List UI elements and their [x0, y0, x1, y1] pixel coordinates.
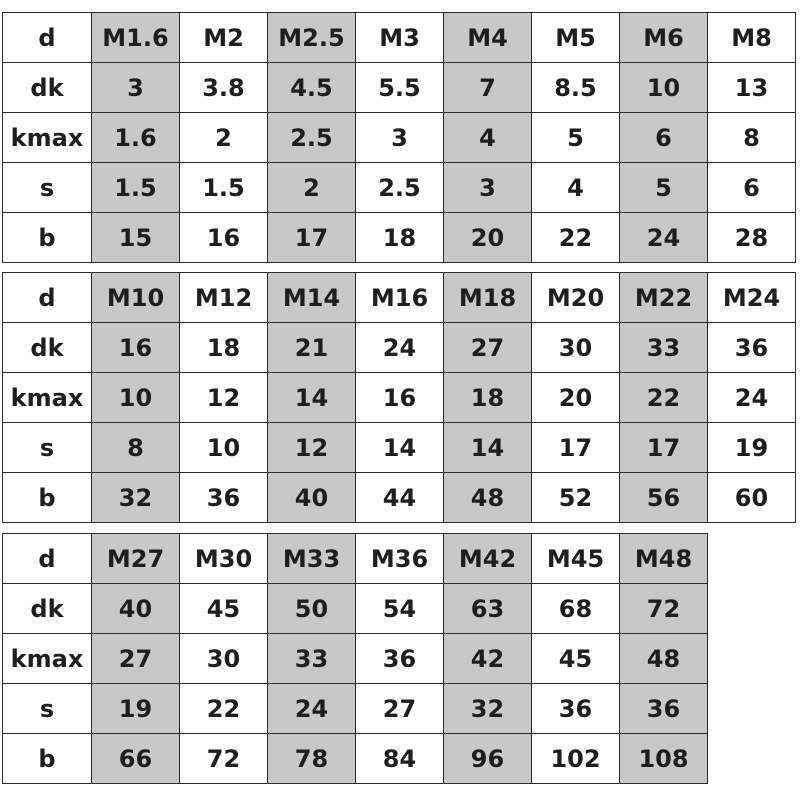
value-cell: 4.5 — [268, 63, 356, 113]
value-cell: 72 — [180, 734, 268, 784]
size-header-cell: M18 — [444, 273, 532, 323]
value-cell: 10 — [620, 63, 708, 113]
value-cell: 5 — [532, 113, 620, 163]
value-cell: 5.5 — [356, 63, 444, 113]
value-cell: 3 — [444, 163, 532, 213]
value-cell: 22 — [620, 373, 708, 423]
value-cell: 66 — [92, 734, 180, 784]
row-label-kmax: kmax — [3, 113, 92, 163]
size-header-cell: M5 — [532, 13, 620, 63]
size-header-cell: M8 — [708, 13, 796, 63]
value-cell: 6 — [620, 113, 708, 163]
size-header-cell: M24 — [708, 273, 796, 323]
value-cell: 12 — [180, 373, 268, 423]
size-header-cell: M14 — [268, 273, 356, 323]
value-cell: 2 — [180, 113, 268, 163]
value-cell: 16 — [180, 213, 268, 263]
value-cell: 12 — [268, 423, 356, 473]
row-label-s: s — [3, 684, 92, 734]
size-header-cell: M4 — [444, 13, 532, 63]
value-cell: 1.5 — [92, 163, 180, 213]
value-cell: 72 — [620, 584, 708, 634]
value-cell: 24 — [708, 373, 796, 423]
row-label-s: s — [3, 423, 92, 473]
value-cell: 5 — [620, 163, 708, 213]
value-cell: 45 — [180, 584, 268, 634]
value-cell: 1.6 — [92, 113, 180, 163]
value-cell: 14 — [356, 423, 444, 473]
row-label-kmax: kmax — [3, 634, 92, 684]
size-header-cell: M27 — [92, 534, 180, 584]
value-cell: 16 — [356, 373, 444, 423]
value-cell: 102 — [532, 734, 620, 784]
value-cell: 24 — [620, 213, 708, 263]
table-row-kmax — [3, 113, 796, 163]
value-cell: 14 — [268, 373, 356, 423]
value-cell: 68 — [532, 584, 620, 634]
value-cell: 4 — [532, 163, 620, 213]
table-row-dk — [3, 63, 796, 113]
table-row-b — [3, 213, 796, 263]
table-row-kmax — [3, 634, 708, 684]
value-cell: 10 — [180, 423, 268, 473]
value-cell: 30 — [532, 323, 620, 373]
value-cell: 8 — [708, 113, 796, 163]
value-cell: 27 — [92, 634, 180, 684]
value-cell: 48 — [444, 473, 532, 523]
size-header-cell: M12 — [180, 273, 268, 323]
value-cell: 32 — [92, 473, 180, 523]
value-cell: 18 — [180, 323, 268, 373]
value-cell: 8.5 — [532, 63, 620, 113]
value-cell: 52 — [532, 473, 620, 523]
row-label-b: b — [3, 213, 92, 263]
value-cell: 36 — [708, 323, 796, 373]
value-cell: 22 — [180, 684, 268, 734]
value-cell: 17 — [620, 423, 708, 473]
value-cell: 32 — [444, 684, 532, 734]
size-header-cell: M2.5 — [268, 13, 356, 63]
table-row-s — [3, 163, 796, 213]
value-cell: 50 — [268, 584, 356, 634]
size-header-cell: M42 — [444, 534, 532, 584]
row-label-b: b — [3, 734, 92, 784]
table-row-d — [3, 13, 796, 63]
value-cell: 7 — [444, 63, 532, 113]
value-cell: 54 — [356, 584, 444, 634]
table-row-d — [3, 534, 708, 584]
value-cell: 40 — [268, 473, 356, 523]
value-cell: 48 — [620, 634, 708, 684]
value-cell: 4 — [444, 113, 532, 163]
value-cell: 17 — [268, 213, 356, 263]
value-cell: 17 — [532, 423, 620, 473]
value-cell: 1.5 — [180, 163, 268, 213]
value-cell: 19 — [708, 423, 796, 473]
value-cell: 63 — [444, 584, 532, 634]
row-label-b: b — [3, 473, 92, 523]
size-header-cell: M1.6 — [92, 13, 180, 63]
size-header-cell: M36 — [356, 534, 444, 584]
size-header-cell: M3 — [356, 13, 444, 63]
size-header-cell: M2 — [180, 13, 268, 63]
row-label-kmax: kmax — [3, 373, 92, 423]
value-cell: 108 — [620, 734, 708, 784]
value-cell: 20 — [532, 373, 620, 423]
value-cell: 20 — [444, 213, 532, 263]
value-cell: 45 — [532, 634, 620, 684]
value-cell: 30 — [180, 634, 268, 684]
size-header-cell: M6 — [620, 13, 708, 63]
table-row-b — [3, 734, 708, 784]
row-label-d: d — [3, 534, 92, 584]
table-row-kmax — [3, 373, 796, 423]
value-cell: 56 — [620, 473, 708, 523]
table-row-dk — [3, 323, 796, 373]
size-header-cell: M30 — [180, 534, 268, 584]
value-cell: 27 — [356, 684, 444, 734]
value-cell: 10 — [92, 373, 180, 423]
spec-table-1 — [2, 12, 796, 263]
size-header-cell: M45 — [532, 534, 620, 584]
spec-table-3 — [2, 533, 708, 784]
value-cell: 36 — [532, 684, 620, 734]
value-cell: 15 — [92, 213, 180, 263]
value-cell: 8 — [92, 423, 180, 473]
size-header-cell: M48 — [620, 534, 708, 584]
size-header-cell: M10 — [92, 273, 180, 323]
value-cell: 78 — [268, 734, 356, 784]
value-cell: 6 — [708, 163, 796, 213]
value-cell: 2.5 — [268, 113, 356, 163]
row-label-dk: dk — [3, 323, 92, 373]
row-label-s: s — [3, 163, 92, 213]
table-row-s — [3, 423, 796, 473]
value-cell: 96 — [444, 734, 532, 784]
row-label-d: d — [3, 13, 92, 63]
value-cell: 14 — [444, 423, 532, 473]
value-cell: 27 — [444, 323, 532, 373]
value-cell: 3 — [92, 63, 180, 113]
value-cell: 3.8 — [180, 63, 268, 113]
value-cell: 18 — [356, 213, 444, 263]
size-header-cell: M33 — [268, 534, 356, 584]
value-cell: 60 — [708, 473, 796, 523]
value-cell: 84 — [356, 734, 444, 784]
value-cell: 36 — [356, 634, 444, 684]
table-row-dk — [3, 584, 708, 634]
size-header-cell: M20 — [532, 273, 620, 323]
value-cell: 36 — [620, 684, 708, 734]
value-cell: 44 — [356, 473, 444, 523]
value-cell: 22 — [532, 213, 620, 263]
table-row-d — [3, 273, 796, 323]
value-cell: 3 — [356, 113, 444, 163]
row-label-dk: dk — [3, 63, 92, 113]
value-cell: 2.5 — [356, 163, 444, 213]
value-cell: 40 — [92, 584, 180, 634]
row-label-dk: dk — [3, 584, 92, 634]
value-cell: 42 — [444, 634, 532, 684]
value-cell: 21 — [268, 323, 356, 373]
size-header-cell: M22 — [620, 273, 708, 323]
value-cell: 19 — [92, 684, 180, 734]
value-cell: 24 — [356, 323, 444, 373]
value-cell: 13 — [708, 63, 796, 113]
value-cell: 33 — [620, 323, 708, 373]
value-cell: 2 — [268, 163, 356, 213]
value-cell: 36 — [180, 473, 268, 523]
size-header-cell: M16 — [356, 273, 444, 323]
table-row-s — [3, 684, 708, 734]
value-cell: 24 — [268, 684, 356, 734]
value-cell: 33 — [268, 634, 356, 684]
value-cell: 16 — [92, 323, 180, 373]
spec-table-2 — [2, 272, 796, 523]
table-row-b — [3, 473, 796, 523]
value-cell: 18 — [444, 373, 532, 423]
value-cell: 28 — [708, 213, 796, 263]
row-label-d: d — [3, 273, 92, 323]
